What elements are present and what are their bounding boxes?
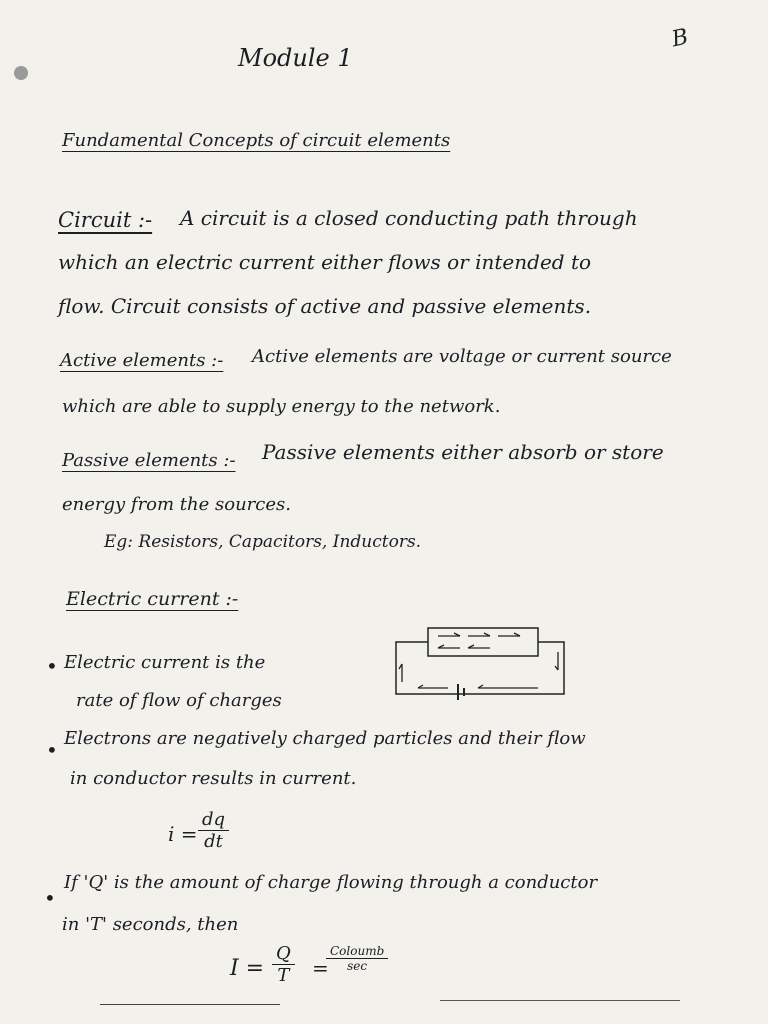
formula-1-numerator: dq <box>198 810 229 831</box>
active-line-2: which are able to supply energy to the network. <box>62 396 501 417</box>
active-line-1: Active elements are voltage or current source <box>252 346 672 367</box>
circuit-line-3: flow. Circuit consists of active and passive elements. <box>58 294 592 318</box>
circuit-diagram <box>388 622 574 704</box>
bullet-3-line-2: in 'T' seconds, then <box>62 914 239 935</box>
passive-line-1: Passive elements either absorb or store <box>262 440 664 464</box>
bullet-3-line-1: If 'Q' is the amount of charge flowing through a conductor <box>64 872 598 893</box>
formula-2-fraction <box>272 944 295 987</box>
section-heading: Fundamental Concepts of circuit elements <box>62 130 451 151</box>
circuit-line-1: A circuit is a closed conducting path through <box>180 206 638 230</box>
initials-signature: B <box>669 24 691 53</box>
battery-symbol <box>458 684 464 700</box>
formula-1-fraction <box>198 810 229 853</box>
bottom-rule-right <box>440 1000 680 1001</box>
formula-2-unit <box>326 944 388 973</box>
formula-1-lhs: i = <box>168 822 198 846</box>
bullet-2-line-1: Electrons are negatively charged particles and their flow <box>64 728 586 749</box>
bullet-2-line-2: in conductor results in current. <box>70 768 357 789</box>
formula-2-unit-denominator: sec <box>347 959 368 973</box>
formula-2-equals: = <box>312 956 329 980</box>
bullet-1-line-2: rate of flow of charges <box>76 690 282 711</box>
formula-2-unit-numerator: Coloumb <box>326 944 388 959</box>
bottom-rule-left <box>100 1004 280 1005</box>
electric-current-heading: Electric current :- <box>66 588 239 610</box>
circuit-line-2: which an electric current either flows or intended to <box>58 250 592 274</box>
formula-2-denominator: T <box>277 965 290 986</box>
passive-term: Passive elements :- <box>62 450 236 471</box>
conductor-block <box>428 628 538 656</box>
bullet-dot-2: • <box>46 738 58 762</box>
formula-2-lhs: I = <box>230 956 265 981</box>
formula-1-denominator: dt <box>204 831 223 852</box>
circuit-term: Circuit :- <box>58 208 153 232</box>
bullet-1-line-1: Electric current is the <box>64 652 266 673</box>
page-title: Module 1 <box>238 44 353 72</box>
punch-hole <box>14 66 28 80</box>
bullet-dot-1: • <box>46 654 58 678</box>
active-term: Active elements :- <box>60 350 224 371</box>
bullet-dot-3: • <box>44 886 56 910</box>
passive-example: Eg: Resistors, Capacitors, Inductors. <box>104 532 422 552</box>
passive-line-2: energy from the sources. <box>62 494 291 515</box>
formula-2-numerator: Q <box>272 944 295 965</box>
